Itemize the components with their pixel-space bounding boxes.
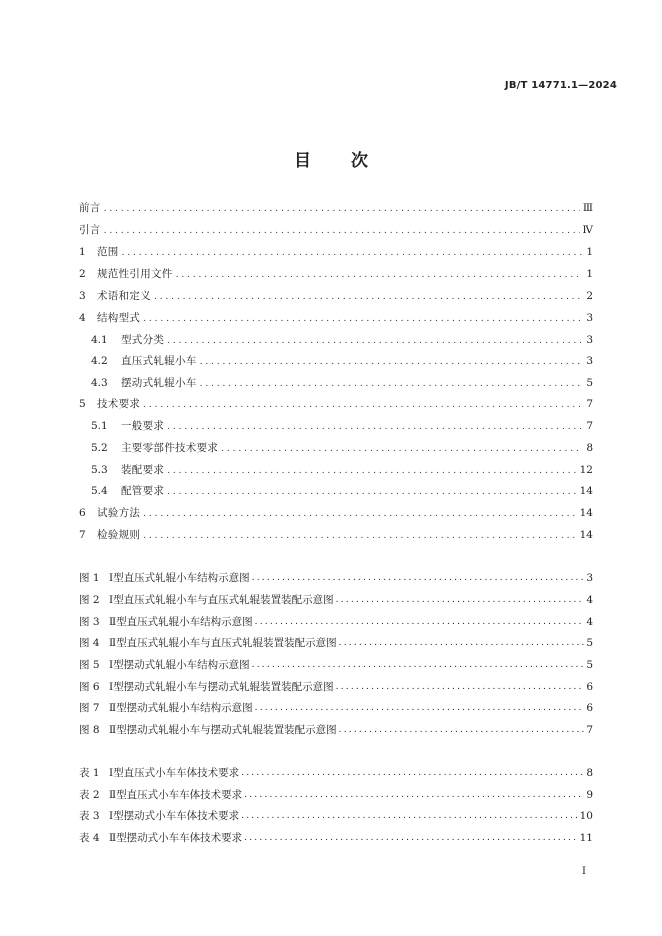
dot-leader	[255, 700, 585, 715]
toc-entry-page: 2	[586, 290, 593, 302]
toc-entry	[91, 419, 593, 433]
table-number: 表 1	[79, 767, 100, 779]
figure-number: 图 8	[79, 724, 100, 736]
toc-entry	[79, 311, 593, 325]
toc-title-char-2: 次	[351, 151, 368, 171]
dot-leader	[336, 592, 585, 607]
toc-entry-page: 1	[586, 246, 593, 258]
dot-leader	[154, 291, 582, 303]
toc-entry-number: 3	[79, 290, 86, 302]
toc-entry-page: 7	[586, 398, 593, 410]
toc-entry-label: 一般要求	[121, 420, 165, 432]
figure-entry	[79, 593, 593, 607]
table-page: 9	[586, 789, 593, 801]
toc-entry-number: 5.2	[91, 442, 108, 454]
dot-leader	[252, 570, 585, 585]
toc-entry	[91, 376, 593, 390]
table-label: Ⅱ型直压式小车车体技术要求	[109, 789, 243, 801]
figure-entry	[79, 701, 593, 715]
dot-leader	[339, 635, 585, 650]
figure-number: 图 4	[79, 637, 100, 649]
toc-entry-page: 7	[586, 420, 593, 432]
dot-leader	[339, 722, 585, 737]
figure-page: 5	[586, 637, 593, 649]
table-number: 表 4	[79, 832, 100, 844]
toc-entry-number: 4	[79, 312, 86, 324]
figure-label: Ⅱ型直压式轧辊小车结构示意图	[109, 616, 253, 628]
figure-label: Ⅱ型直压式轧辊小车与直压式轧辊装置装配示意图	[109, 637, 337, 649]
toc-entry-label: 装配要求	[121, 464, 165, 476]
toc-entry-page: 14	[579, 529, 593, 541]
table-label: Ⅰ型直压式小车车体技术要求	[109, 767, 240, 779]
toc-entry-label: 配管要求	[121, 485, 165, 497]
dot-leader	[200, 378, 582, 390]
toc-entry-label: 规范性引用文件	[97, 268, 173, 280]
toc-entry	[91, 354, 593, 368]
table-page: 11	[579, 832, 593, 844]
toc-entry-number: 4.2	[91, 355, 108, 367]
toc-entry-number: 4.1	[91, 334, 108, 346]
toc-entry-label: 引言	[79, 224, 101, 236]
figure-entry	[79, 723, 593, 737]
figure-number: 图 2	[79, 594, 100, 606]
figure-label: Ⅰ型直压式轧辊小车与直压式轧辊装置装配示意图	[109, 594, 334, 606]
toc-entry-page: 14	[579, 485, 593, 497]
toc-entry-number: 2	[79, 268, 86, 280]
dot-leader	[167, 335, 582, 347]
figure-label: Ⅰ型摆动式轧辊小车与摆动式轧辊装置装配示意图	[109, 681, 334, 693]
dot-leader	[143, 313, 582, 325]
figure-entry	[79, 571, 593, 585]
toc-entry	[79, 223, 593, 237]
toc-entry-number: 5.1	[91, 420, 108, 432]
toc-entry-number: 6	[79, 507, 86, 519]
figure-entry	[79, 636, 593, 650]
figure-label: Ⅰ型摆动式轧辊小车结构示意图	[109, 659, 250, 671]
dot-leader	[167, 486, 576, 498]
toc-entry-label: 术语和定义	[97, 290, 151, 302]
toc-entry-page: 5	[586, 377, 593, 389]
figure-entry	[79, 615, 593, 629]
toc-entry-number: 5.4	[91, 485, 108, 497]
dot-leader	[241, 765, 584, 780]
toc-entry-label: 主要零部件技术要求	[121, 442, 219, 454]
table-label: Ⅰ型摆动式小车车体技术要求	[109, 810, 240, 822]
dot-leader	[122, 247, 582, 259]
dot-leader	[244, 830, 577, 845]
toc-entry-page: 8	[586, 442, 593, 454]
table-entry	[79, 831, 593, 845]
toc-entry-label: 直压式轧辊小车	[121, 355, 197, 367]
toc-entry-page: Ⅳ	[582, 224, 593, 236]
figure-number: 图 5	[79, 659, 100, 671]
dot-leader	[244, 787, 584, 802]
toc-entry	[91, 463, 593, 477]
toc-entry-number: 7	[79, 529, 86, 541]
toc-entry-number: 4.3	[91, 377, 108, 389]
page-folio: Ⅰ	[582, 866, 586, 877]
toc-entry	[79, 201, 593, 215]
figure-label: Ⅱ型摆动式轧辊小车结构示意图	[109, 702, 253, 714]
toc-entry	[79, 506, 593, 520]
toc-entry	[91, 484, 593, 498]
dot-leader	[167, 421, 582, 433]
table-label: Ⅱ型摆动式小车车体技术要求	[109, 832, 243, 844]
dot-leader	[221, 443, 582, 455]
toc-entry-label: 型式分类	[121, 334, 165, 346]
figure-entry	[79, 658, 593, 672]
figure-label: Ⅱ型摆动式轧辊小车与摆动式轧辊装置装配示意图	[109, 724, 337, 736]
toc-entry-label: 试验方法	[97, 507, 141, 519]
figure-number: 图 3	[79, 616, 100, 628]
table-entry	[79, 766, 593, 780]
toc-entry-page: 3	[586, 334, 593, 346]
table-entry	[79, 809, 593, 823]
dot-leader	[104, 203, 580, 215]
toc-entry	[79, 289, 593, 303]
toc-entry	[79, 245, 593, 259]
dot-leader	[200, 356, 582, 368]
toc-entry	[91, 333, 593, 347]
toc-entry-number: 1	[79, 246, 86, 258]
dot-leader	[176, 269, 582, 281]
dot-leader	[336, 679, 585, 694]
table-number: 表 3	[79, 810, 100, 822]
figure-number: 图 6	[79, 681, 100, 693]
toc-entry	[91, 441, 593, 455]
toc-title-char-1: 目	[294, 151, 311, 171]
toc-entry-page: Ⅲ	[582, 202, 593, 214]
toc-title	[0, 146, 662, 171]
figure-page: 5	[586, 659, 593, 671]
dot-leader	[143, 508, 576, 520]
toc-entry	[79, 267, 593, 281]
figure-page: 6	[586, 681, 593, 693]
toc-entry-label: 前言	[79, 202, 101, 214]
toc-entry	[79, 528, 593, 542]
toc-entry-label: 技术要求	[97, 398, 141, 410]
dot-leader	[143, 530, 576, 542]
figure-number: 图 7	[79, 702, 100, 714]
table-entry	[79, 788, 593, 802]
dot-leader	[167, 465, 576, 477]
toc-entry-number: 5	[79, 398, 86, 410]
toc-entry-page: 14	[579, 507, 593, 519]
figure-page: 4	[586, 594, 593, 606]
toc-entry-label: 范围	[97, 246, 119, 258]
table-page: 10	[579, 810, 593, 822]
toc-entry-page: 3	[586, 312, 593, 324]
toc-entry-page: 12	[579, 464, 593, 476]
toc-entry	[79, 397, 593, 411]
toc-entry-page: 3	[586, 355, 593, 367]
figure-page: 3	[586, 572, 593, 584]
dot-leader	[241, 808, 577, 823]
figure-page: 6	[586, 702, 593, 714]
toc-entry-number: 5.3	[91, 464, 108, 476]
figure-page: 4	[586, 616, 593, 628]
dot-leader	[143, 399, 582, 411]
figure-entry	[79, 680, 593, 694]
table-page: 8	[586, 767, 593, 779]
figure-label: Ⅰ型直压式轧辊小车结构示意图	[109, 572, 250, 584]
dot-leader	[104, 225, 580, 237]
dot-leader	[255, 614, 585, 629]
toc-entry-label: 检验规则	[97, 529, 141, 541]
standard-number: JB/T 14771.1—2024	[504, 80, 617, 91]
figure-page: 7	[586, 724, 593, 736]
figure-number: 图 1	[79, 572, 100, 584]
toc-entry-label: 摆动式轧辊小车	[121, 377, 197, 389]
toc-entry-page: 1	[586, 268, 593, 280]
toc-entry-label: 结构型式	[97, 312, 141, 324]
dot-leader	[252, 657, 585, 672]
table-number: 表 2	[79, 789, 100, 801]
